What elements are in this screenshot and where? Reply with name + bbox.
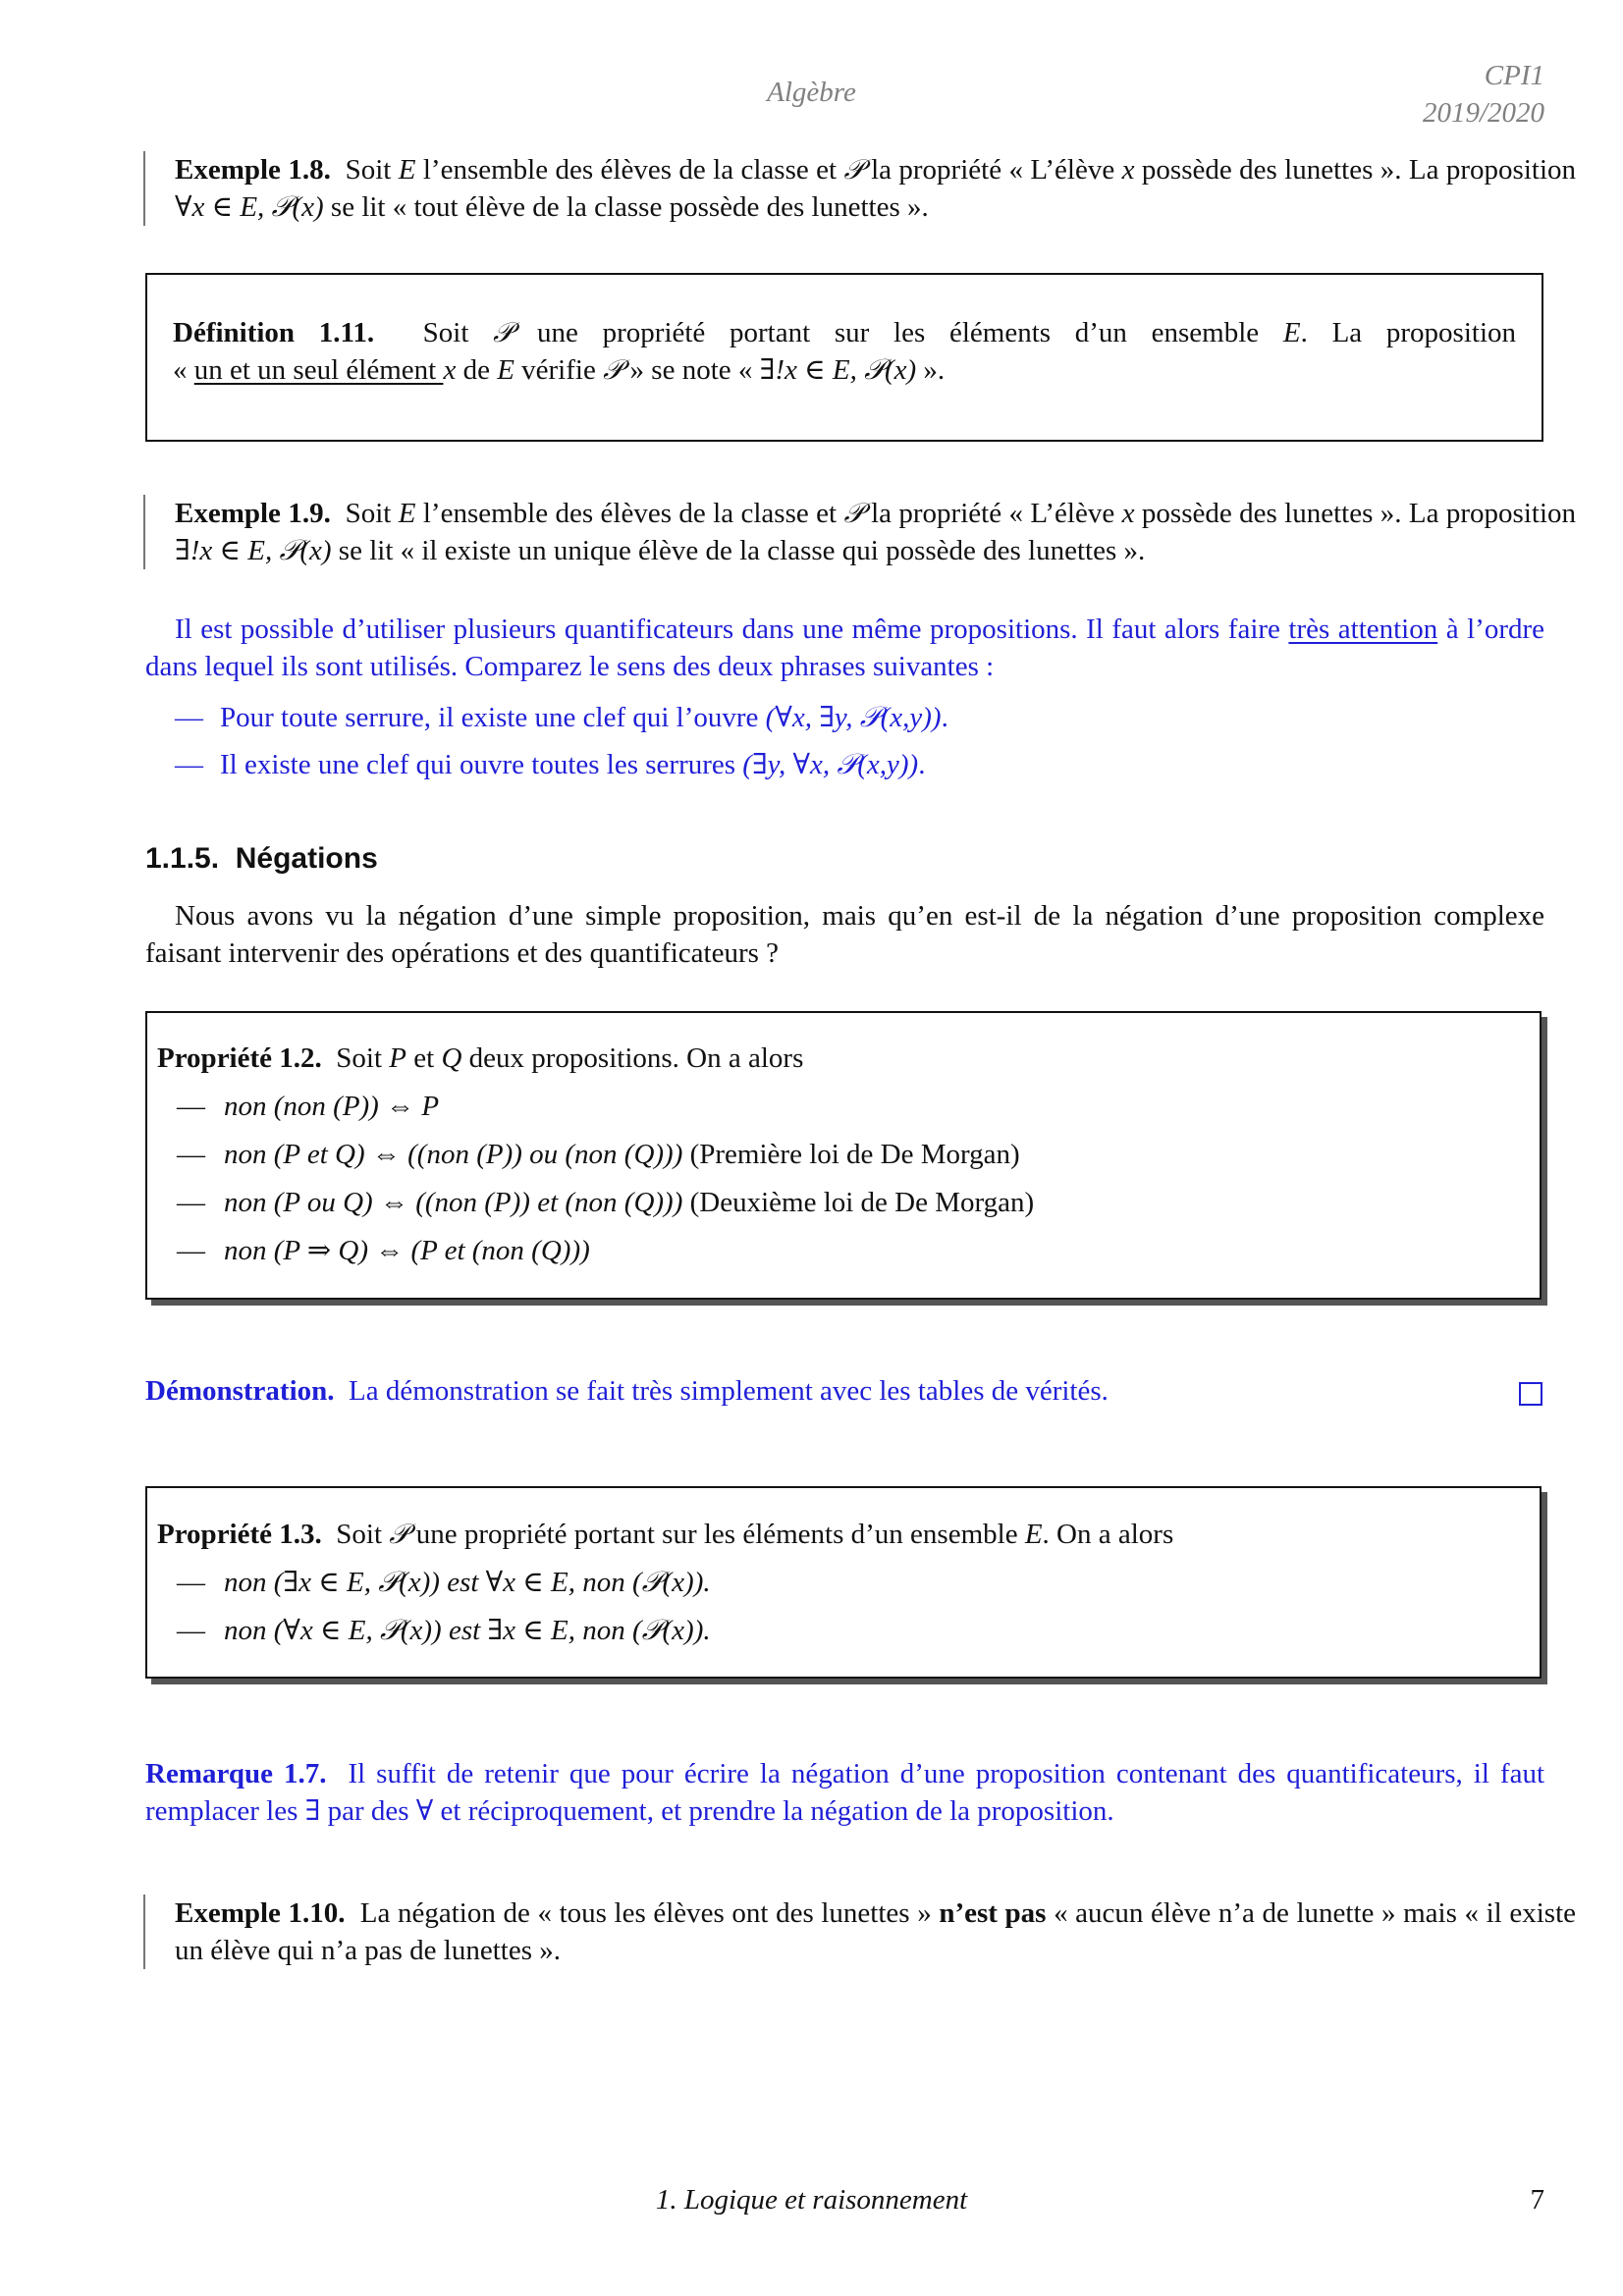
- math-property: 𝒫: [843, 153, 864, 186]
- math-var: x: [1121, 498, 1135, 529]
- text: et: [406, 1042, 442, 1074]
- text: La négation de « tous les élèves ont des lunettes »: [359, 1897, 940, 1929]
- math-formula: (∃y, ∀x, 𝒫(x,y)): [742, 749, 919, 780]
- math-var: E: [1282, 317, 1301, 348]
- math-formula: non (P ou Q) ⇔ ((non (P)) et (non (Q))): [224, 1187, 683, 1218]
- math-var: E: [1024, 1519, 1043, 1550]
- example-label: Exemple 1.9.: [175, 498, 331, 529]
- list-item: [157, 1083, 1530, 1131]
- list-item: [157, 1607, 1530, 1655]
- property-label: Propriété 1.2.: [157, 1042, 322, 1074]
- text: Soit: [345, 154, 399, 186]
- text: .: [918, 749, 926, 780]
- property-intro: [157, 1035, 1530, 1083]
- text: ».: [916, 354, 946, 386]
- list-item: [157, 1559, 1530, 1607]
- text: l’ensemble des élèves de la classe et: [415, 154, 844, 186]
- course-code: CPI1: [1484, 60, 1544, 91]
- demonstration-label: Démonstration.: [145, 1375, 335, 1407]
- text: de: [456, 354, 498, 386]
- text: Soit: [336, 1042, 390, 1074]
- math-var: E: [398, 154, 416, 186]
- definition-label: Définition 1.11.: [173, 317, 375, 348]
- definition-1-11: [145, 273, 1543, 442]
- dash-bullet: —: [177, 1091, 205, 1122]
- text: vérifie: [514, 354, 604, 386]
- list-item: [157, 1179, 1530, 1227]
- qed-square-icon: [1519, 1382, 1542, 1406]
- math-formula: non (∀x ∈ E, 𝒫(x)) est ∃x ∈ E, non (𝒫(x)).: [224, 1615, 711, 1646]
- property-1-2: [145, 1011, 1542, 1300]
- math-property: 𝒫: [843, 497, 864, 529]
- page-number: 7: [1530, 2184, 1544, 2216]
- property-label: Propriété 1.3.: [157, 1519, 322, 1550]
- dash-bullet: —: [175, 702, 203, 733]
- remark-1-7: [145, 1755, 1544, 1830]
- math-var: x: [1121, 154, 1135, 186]
- text: La démonstration se fait très simplement avec les tables de vérités.: [349, 1375, 1109, 1407]
- dash-bullet: —: [177, 1567, 205, 1598]
- demonstration: [145, 1372, 1544, 1410]
- dash-bullet: —: [177, 1187, 205, 1218]
- text: Pour toute serrure, il existe une clef qui l’ouvre: [220, 702, 766, 733]
- quantifier-paragraph: [145, 611, 1544, 685]
- math-property: 𝒫: [389, 1518, 409, 1550]
- definition-line-1: [173, 314, 1516, 351]
- list-item: [175, 746, 925, 783]
- list-item: [157, 1227, 1530, 1275]
- underlined-text: très attention: [1288, 614, 1438, 645]
- text: Il existe une clef qui ouvre toutes les serrures: [220, 749, 743, 780]
- math-var: Q: [441, 1042, 462, 1074]
- text: . On a alors: [1042, 1519, 1174, 1550]
- running-header-course: [1423, 57, 1544, 132]
- math-formula: ∃!x ∈ E, 𝒫(x): [175, 535, 332, 566]
- math-var: x: [443, 354, 457, 386]
- list-item: [175, 699, 948, 736]
- math-formula: non (non (P)) ⇔ P: [224, 1091, 440, 1122]
- text: «: [173, 354, 194, 386]
- dash-bullet: —: [177, 1235, 205, 1266]
- text: Soit: [336, 1519, 390, 1550]
- text: la propriété « L’élève: [863, 154, 1122, 186]
- text: possède des lunettes ». La proposition: [1134, 498, 1577, 529]
- chapter-footer: 1. Logique et raisonnement: [655, 2184, 968, 2216]
- text: la propriété « L’élève: [863, 498, 1122, 529]
- math-property: 𝒫: [493, 316, 514, 348]
- dash-bullet: —: [177, 1615, 205, 1646]
- text: une propriété portant sur les éléments d’un ensemble: [513, 317, 1283, 348]
- text: Il suffit de retenir que pour écrire la négation d’une proposition contenant des quantificateurs, il faut remplacer les ∃ par des ∀ et réciproquement, et prendre la négation de la proposition.: [145, 1758, 1544, 1827]
- text: deux propositions. On a alors: [461, 1042, 804, 1074]
- dash-bullet: —: [175, 749, 203, 780]
- text: Soit: [345, 498, 399, 529]
- text: une propriété portant sur les éléments d’un ensemble: [408, 1519, 1025, 1550]
- remark-label: Remarque 1.7.: [145, 1758, 327, 1789]
- text: Il est possible d’utiliser plusieurs quantificateurs dans une même propositions. Il faut alors faire: [175, 614, 1289, 645]
- property-1-3: [145, 1486, 1542, 1679]
- item-note: (Première loi de De Morgan): [682, 1139, 1020, 1170]
- section-heading: [145, 842, 378, 876]
- text: se lit « tout élève de la classe possède des lunettes ».: [323, 191, 929, 223]
- math-var: E: [497, 354, 514, 386]
- text: .: [941, 702, 948, 733]
- text: l’ensemble des élèves de la classe et: [415, 498, 844, 529]
- dash-bullet: —: [177, 1139, 205, 1170]
- example-1-8: [143, 151, 1576, 226]
- text: » se note «: [622, 354, 760, 386]
- text: Soit: [422, 317, 494, 348]
- item-note: (Deuxième loi de De Morgan): [682, 1187, 1035, 1218]
- section-number: 1.1.5.: [145, 842, 220, 875]
- math-formula: non (P ⇒ Q) ⇔ (P et (non (Q))): [224, 1235, 590, 1266]
- running-header-title: Algèbre: [767, 77, 856, 108]
- example-label: Exemple 1.8.: [175, 154, 331, 186]
- example-1-9: [143, 495, 1576, 569]
- list-item: [157, 1131, 1530, 1179]
- bold-text: n’est pas: [939, 1897, 1047, 1929]
- text: à l’ordre dans lequel ils sont utilisés. Comparez le sens des deux phrases suivantes :: [145, 614, 1545, 682]
- academic-year: 2019/2020: [1422, 97, 1544, 129]
- definition-line-2: [173, 351, 1516, 389]
- negation-paragraph: Nous avons vu la négation d’une simple proposition, mais qu’en est-il de la négation d’une proposition complexe faisant intervenir des opérations et des quantificateurs ?: [145, 900, 1544, 969]
- section-title: Négations: [235, 842, 378, 875]
- example-1-10: [143, 1895, 1576, 1969]
- text: . La proposition: [1300, 317, 1517, 348]
- math-formula: ∃!x ∈ E, 𝒫(x): [759, 354, 917, 386]
- math-formula: non (P et Q) ⇔ ((non (P)) ou (non (Q))): [224, 1139, 683, 1170]
- text: se lit « il existe un unique élève de la classe qui possède des lunettes ».: [331, 535, 1146, 566]
- text: possède des lunettes ». La proposition: [1134, 154, 1577, 186]
- example-label: Exemple 1.10.: [175, 1897, 346, 1929]
- property-intro: [157, 1510, 1530, 1559]
- underlined-text: un et un seul élément: [193, 354, 444, 386]
- math-formula: (∀x, ∃y, 𝒫(x,y)): [765, 702, 942, 733]
- math-property: 𝒫: [603, 353, 623, 386]
- text: « aucun élève n’a de lunette » mais « il existe un élève qui n’a pas de lunettes ».: [175, 1897, 1576, 1966]
- math-formula: ∀x ∈ E, 𝒫(x): [175, 191, 324, 223]
- math-var: P: [389, 1042, 406, 1074]
- math-var: E: [398, 498, 416, 529]
- math-formula: non (∃x ∈ E, 𝒫(x)) est ∀x ∈ E, non (𝒫(x)).: [224, 1567, 711, 1598]
